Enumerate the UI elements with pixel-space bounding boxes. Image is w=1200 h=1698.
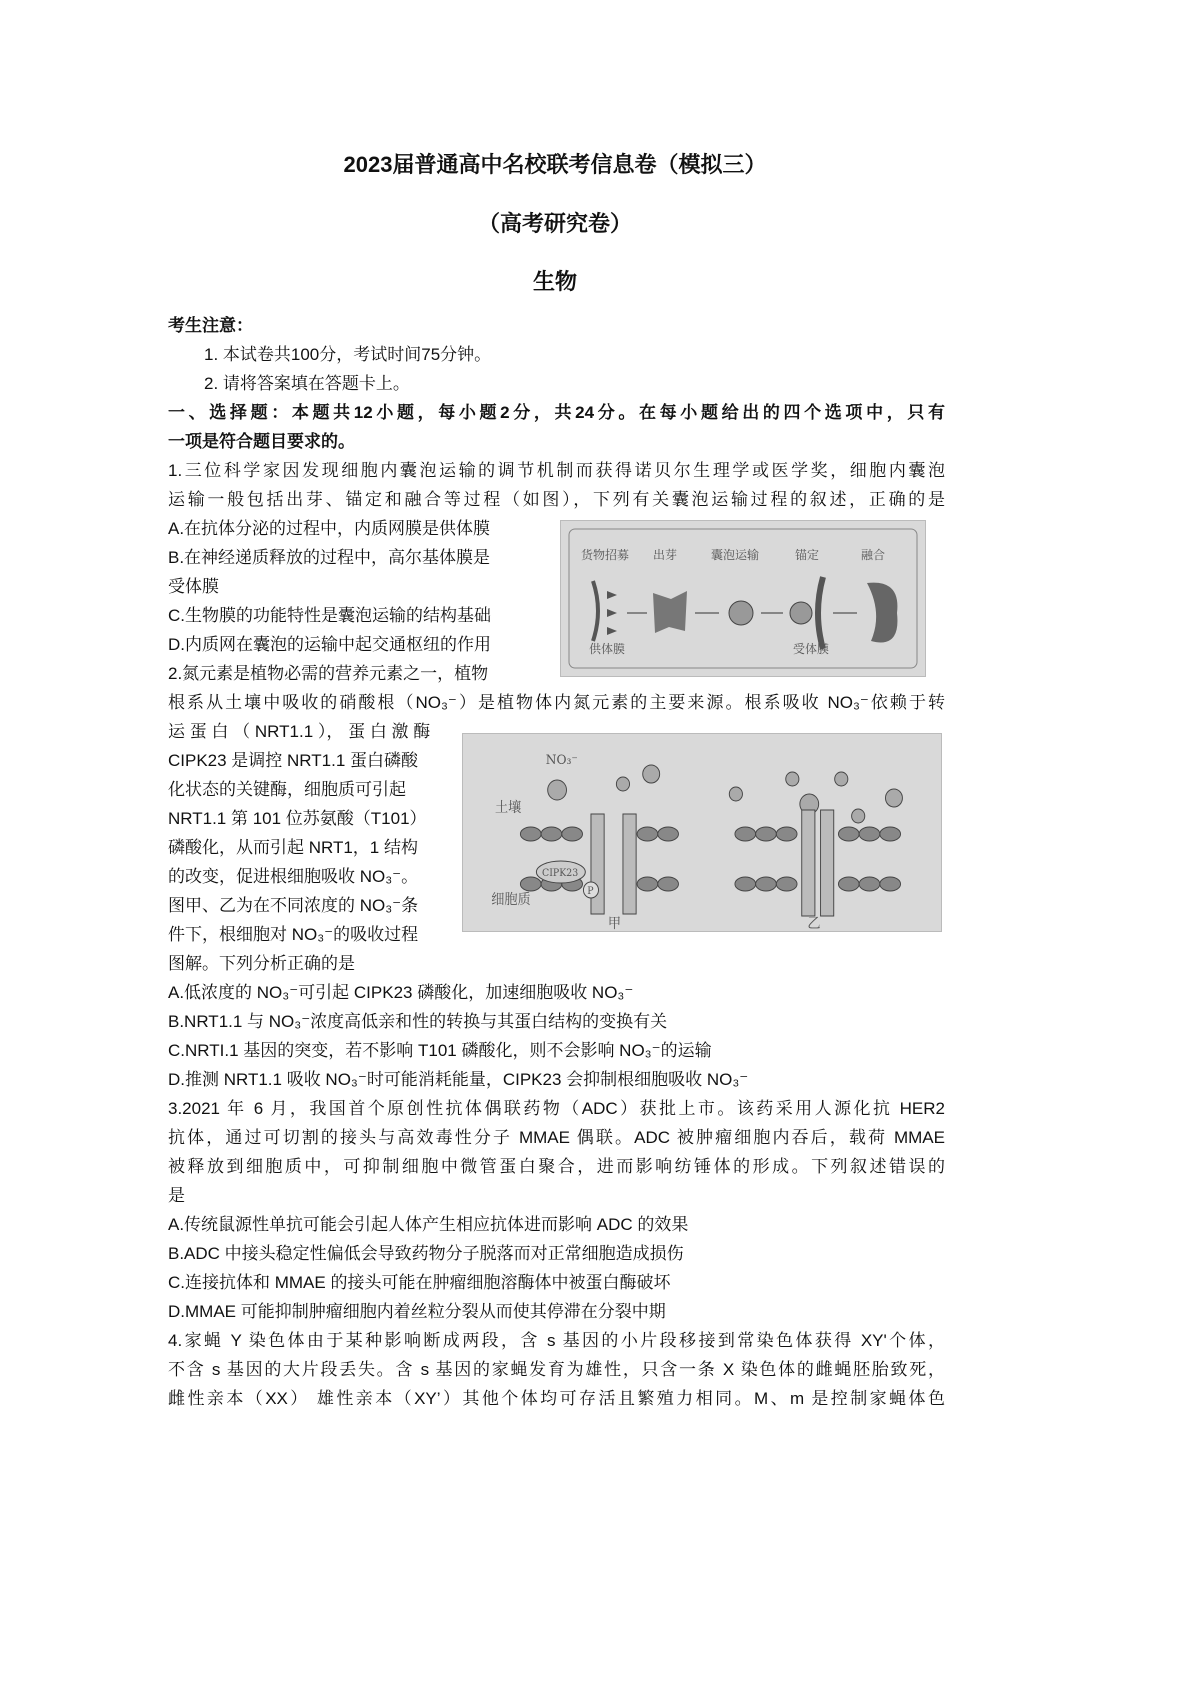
step-label: 囊泡运输 <box>711 548 760 562</box>
acceptor-membrane-icon <box>818 577 823 649</box>
text-line: A.低浓度的 NO₃⁻可引起 CIPK23 磷酸化，加速细胞吸收 NO₃⁻ <box>168 983 634 1002</box>
text-line: D.推测 NRT1.1 吸收 NO₃⁻时可能消耗能量，CIPK23 会抑制根细胞吸收 NO₃⁻ <box>168 1070 749 1089</box>
text-line: 图解。下列分析正确的是 <box>168 954 355 973</box>
figure-nitrate-uptake <box>462 733 942 932</box>
kinase-label: CIPK23 <box>542 867 579 880</box>
text-line: 3.2021 年 6 月，我国首个原创性抗体偶联药物（ADC）获批上市。该药采用人源化抗 HER2 <box>168 1099 945 1118</box>
text-line: C.连接抗体和 MMAE 的接头可能在肿瘤细胞溶酶体中被蛋白酶破坏 <box>168 1273 671 1292</box>
exam-subtitle: （高考研究卷） <box>477 211 632 236</box>
subject-title: 生物 <box>532 269 577 294</box>
panel-a-label: 甲 <box>607 915 622 931</box>
figure-vesicle-transport <box>560 520 926 677</box>
nitrate-label: NO₃⁻ <box>545 751 578 768</box>
text-line: D.内质网在囊泡的运输中起交通枢纽的作用 <box>168 635 491 654</box>
text-line: A.传统鼠源性单抗可能会引起人体产生相应抗体进而影响 ADC 的效果 <box>168 1215 689 1234</box>
docking-vesicle-icon <box>790 602 812 624</box>
vesicle-icon <box>729 601 753 625</box>
step-label: 锚定 <box>795 548 820 562</box>
text-line: 的改变，促进根细胞吸收 NO₃⁻。 <box>168 867 419 886</box>
soil-label: 土壤 <box>494 799 522 817</box>
text-line: NRT1.1 第 101 位苏氨酸（T101） <box>168 809 427 828</box>
donor-membrane-icon <box>593 581 617 641</box>
text-line: C.生物膜的功能特性是囊泡运输的结构基础 <box>168 606 491 625</box>
text-line: C.NRTI.1 基因的突变，若不影响 T101 磷酸化，则不会影响 NO₃⁻的运输 <box>168 1041 712 1060</box>
membrane-b-icon <box>735 810 901 916</box>
text-line: 运输一般包括出芽、锚定和融合等过程（如图），下列有关囊泡运输过程的叙述，正确的是 <box>168 490 945 509</box>
phosphate-label: P <box>587 885 594 898</box>
text-line: 被释放到细胞质中，可抑制细胞中微管蛋白聚合，进而影响纺锤体的形成。下列叙述错误的 <box>168 1157 945 1176</box>
text-line: 雌性亲本（XX） 雄性亲本（XY’）其他个体均可存活且繁殖力相同。M、m 是控制家蝇体色 <box>168 1389 945 1408</box>
text-line: 不含 s 基因的大片段丢失。含 s 基因的家蝇发育为雄性，只含一条 X 染色体的雌蝇胚胎致死， <box>168 1360 945 1379</box>
acceptor-membrane-label: 受体膜 <box>793 642 830 656</box>
text-line: 2. 请将答案填在答题卡上。 <box>204 374 410 393</box>
text-line: 受体膜 <box>168 577 219 596</box>
text-line: 4.家蝇 Y 染色体由于某种影响断成两段，含 s 基因的小片段移接到常染色体获得 XY'个体， <box>168 1331 945 1350</box>
text-line: B.在神经递质释放的过程中，高尔基体膜是 <box>168 548 491 567</box>
text-line: 抗体，通过可切割的接头与高效毒性分子 MMAE 偶联。ADC 被肿瘤细胞内吞后，载荷 MMAE <box>168 1128 945 1147</box>
text-line: 1. 本试卷共100分，考试时间75分钟。 <box>204 345 492 364</box>
text-line: 运 蛋 白 （ NRT1.1 ）， 蛋 白 激 酶 <box>168 722 431 741</box>
fusion-icon <box>867 583 897 643</box>
text-line: 是 <box>168 1186 185 1205</box>
text-line: D.MMAE 可能抑制肿瘤细胞内着丝粒分裂从而使其停滞在分裂中期 <box>168 1302 666 1321</box>
step-label: 货物招募 <box>581 548 630 562</box>
text-line: 一项是符合题目要求的。 <box>168 432 355 451</box>
donor-membrane-label: 供体膜 <box>589 642 626 656</box>
step-label: 融合 <box>861 548 886 562</box>
text-line: 件下，根细胞对 NO₃⁻的吸收过程 <box>168 925 419 944</box>
text-line: 化状态的关键酶，细胞质可引起 <box>168 780 406 799</box>
text-line: B.ADC 中接头稳定性偏低会导致药物分子脱落而对正常细胞造成损伤 <box>168 1244 684 1263</box>
panel-b-label: 乙 <box>807 915 821 931</box>
budding-icon <box>653 591 687 633</box>
exam-title: 2023届普通高中名校联考信息卷（模拟三） <box>343 152 767 177</box>
text-line: 图甲、乙为在不同浓度的 NO₃⁻条 <box>168 896 419 915</box>
text-line: 磷酸化，从而引起 NRT1，1 结构 <box>168 838 418 857</box>
step-label: 出芽 <box>653 548 678 562</box>
text-line: 根系从土壤中吸收的硝酸根（NO₃⁻）是植物体内氮元素的主要来源。根系吸收 NO₃⁻依赖于转 <box>168 693 945 712</box>
text-line: B.NRT1.1 与 NO₃⁻浓度高低亲和性的转换与其蛋白结构的变换有关 <box>168 1012 668 1031</box>
text-line: 2.氮元素是植物必需的营养元素之一，植物 <box>168 664 489 683</box>
text-line: 1.三位科学家因发现细胞内囊泡运输的调节机制而获得诺贝尔生理学或医学奖，细胞内囊泡 <box>168 461 945 480</box>
text-line: 一、选择题：本题共12小题，每小题2分，共24分。在每小题给出的四个选项中，只有 <box>168 403 945 422</box>
text-line: 考生注意： <box>168 316 253 335</box>
text-line: A.在抗体分泌的过程中，内质网膜是供体膜 <box>168 519 491 538</box>
cytoplasm-label: 细胞质 <box>491 891 531 909</box>
text-line: CIPK23 是调控 NRT1.1 蛋白磷酸 <box>168 751 419 770</box>
